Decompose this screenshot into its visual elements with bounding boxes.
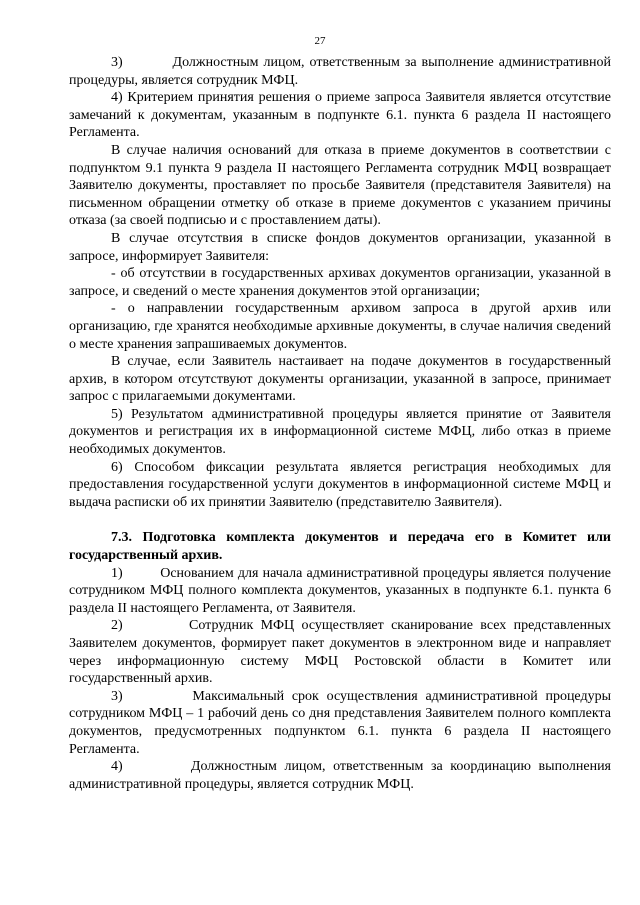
paragraph-result-fixation: 6) Способом фиксации результата является регистрация необходимых для предоставления государственной услуги документов в информационной системе МФЦ и выдача расписки об их принятии Заявителю (представителю Заявителя). <box>69 459 611 510</box>
paragraph-procedure-basis: 1) Основанием для начала административной процедуры является получение сотрудником МФЦ полного комплекта документов, указанных в подпункте 6.1. пункта 6 раздела II настоящего Регламента, от Заявителя. <box>69 565 611 616</box>
list-item-no-documents: - об отсутствии в государственных архивах документов организации, указанной в запросе, и сведений о месте хранения документов этой организации; <box>69 266 611 299</box>
paragraph-max-term: 3) Максимальный срок осуществления административной процедуры сотрудником МФЦ – 1 рабочий день со дня представления Заявителем полного комплекта документов, предусмотренных подпунктом 6.1. пункта 6 раздела II настоящего Регламента. <box>69 688 611 757</box>
section-heading: 7.3. Подготовка комплекта документов и передача его в Комитет или государственный архив. <box>69 530 611 564</box>
paragraph-procedure-result: 5) Результатом административной процедуры является принятие от Заявителя документов и регистрация их в информационной системе МФЦ, либо отказ в приеме необходимых документов. <box>69 406 611 458</box>
paragraph-scanning: 2) Сотрудник МФЦ осуществляет сканирование всех представленных Заявителем документов, формирует пакет документов в электронном виде и направляет через информационную систему МФЦ Ростовской области в Комитет или государственный архив. <box>69 618 611 687</box>
paragraph-coordination-official: 4) Должностным лицом, ответственным за координацию выполнения административной процедуры, является сотрудник МФЦ. <box>69 759 611 792</box>
paragraph-official-responsible: 3) Должностным лицом, ответственным за выполнение административной процедуры, является сотрудник МФЦ. <box>69 55 611 88</box>
paragraph-applicant-insists: В случае, если Заявитель настаивает на подаче документов в государственный архив, в котором отсутствуют документы организации, указанной в запросе, принимает запрос с прилагаемыми документами. <box>69 354 611 405</box>
paragraph-decision-criterion: 4) Критерием принятия решения о приеме запроса Заявителя является отсутствие замечаний к документам, указанным в подпункте 6.1. пункта 6 раздела II настоящего Регламента. <box>69 90 611 141</box>
document-body <box>69 54 611 793</box>
page-number: 27 <box>314 35 326 47</box>
paragraph-absence-in-list: В случае отсутствия в списке фондов документов организации, указанной в запросе, информирует Заявителя: <box>69 230 611 264</box>
paragraph-refusal-grounds: В случае наличия оснований для отказа в приеме документов в соответствии с подпунктом 9.1 пункта 9 раздела II настоящего Регламента сотрудник МФЦ возвращает Заявителю документы, проставляет по просьбе Заявителя (представителя Заявителя) на письменном обращении отметку об отказе в приеме документов с указанием причины отказа (за своей подписью и с проставлением даты). <box>69 142 611 229</box>
list-item-redirect-request: - о направлении государственным архивом запроса в другой архив или организацию, где хранятся необходимые архивные документы, в случае наличия сведений о месте хранения запрашиваемых документов. <box>69 301 611 352</box>
